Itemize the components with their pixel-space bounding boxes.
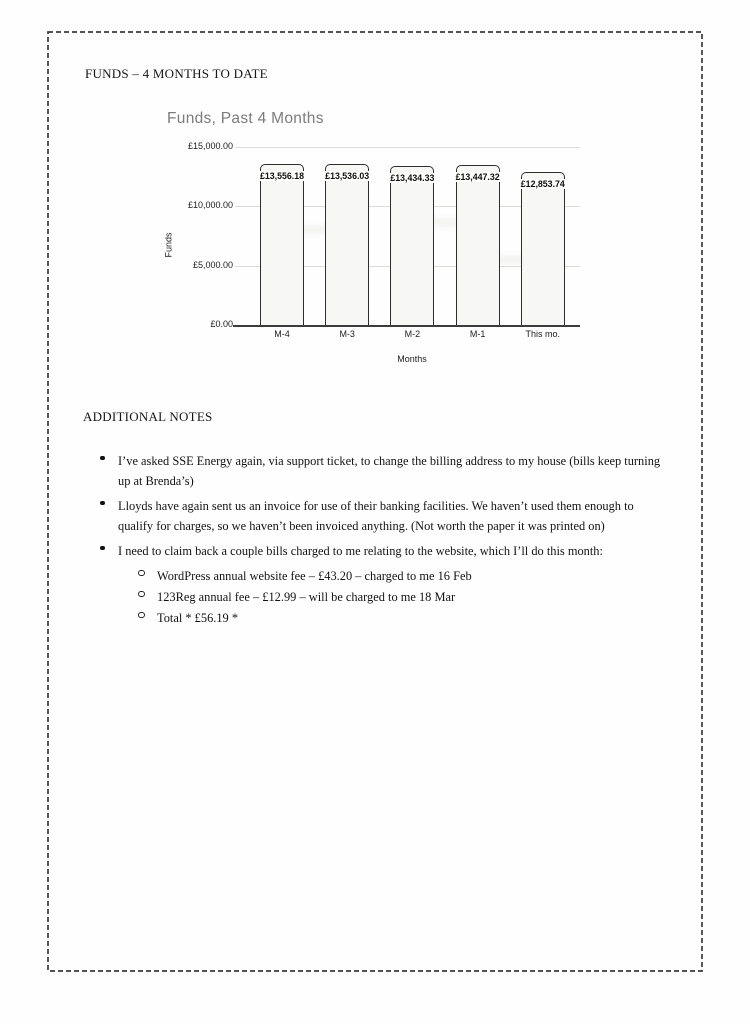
funds-bar-chart bbox=[0, 0, 750, 400]
bar bbox=[521, 172, 565, 325]
sub-note-item bbox=[138, 608, 666, 628]
bar bbox=[260, 164, 304, 325]
bullet-icon bbox=[100, 496, 118, 536]
sub-note-text: Total * £56.19 * bbox=[157, 611, 239, 625]
note-text: I need to claim back a couple bills charged to me relating to the website, which I’ll do this month: bbox=[118, 544, 603, 558]
circle-bullet-icon bbox=[138, 566, 157, 586]
sub-note-item bbox=[138, 566, 666, 586]
gridline bbox=[235, 147, 580, 148]
bar-value-label: £13,556.18 bbox=[259, 171, 305, 182]
x-axis-line bbox=[233, 325, 580, 327]
note-item bbox=[100, 451, 666, 491]
bullet-icon bbox=[100, 541, 118, 561]
x-tick-label: M-1 bbox=[469, 329, 486, 339]
bar-value-label: £13,536.03 bbox=[325, 171, 370, 182]
bullet-icon bbox=[100, 451, 118, 491]
x-axis-label: Months bbox=[397, 354, 427, 364]
sub-note-text: WordPress annual website fee – £43.20 – charged to me 16 Feb bbox=[157, 569, 472, 583]
sub-note-list bbox=[138, 566, 666, 628]
circle-bullet-icon bbox=[138, 608, 157, 628]
note-text: Lloyds have again sent us an invoice for use of their banking facilities. We haven’t used them enough to qualify for charges, so we haven’t been invoiced anything. (Not worth the paper it was printed on) bbox=[118, 499, 634, 533]
x-tick-label: M-3 bbox=[339, 329, 355, 339]
bar-value-label: £13,447.32 bbox=[455, 172, 500, 183]
y-axis-label: Funds bbox=[163, 232, 174, 258]
y-tick-label: £5,000.00 bbox=[192, 259, 233, 270]
sub-note-item bbox=[138, 587, 666, 607]
note-text: I’ve asked SSE Energy again, via support ticket, to change the billing address to my house (bills keep turning up at Brenda’s) bbox=[118, 454, 661, 488]
x-tick-label: M-2 bbox=[404, 329, 421, 339]
circle-bullet-icon bbox=[138, 587, 157, 607]
section-heading-funds: FUNDS – 4 MONTHS TO DATE bbox=[85, 66, 268, 81]
chart-title: Funds, Past 4 Months bbox=[167, 110, 324, 127]
x-tick-label: M-4 bbox=[274, 329, 290, 339]
bar-value-label: £13,434.33 bbox=[390, 172, 435, 183]
notes-list bbox=[100, 451, 666, 632]
note-item bbox=[100, 496, 666, 536]
y-tick-label: £10,000.00 bbox=[187, 200, 233, 211]
bar bbox=[390, 166, 434, 325]
x-tick-label: This mo. bbox=[525, 329, 561, 339]
bar-value-label: £12,853.74 bbox=[520, 179, 565, 190]
y-tick-label: £0.00 bbox=[210, 319, 233, 329]
y-tick-label: £15,000.00 bbox=[187, 141, 233, 151]
bar bbox=[456, 165, 500, 325]
note-item bbox=[100, 541, 666, 561]
bar bbox=[325, 164, 369, 325]
section-heading-notes: ADDITIONAL NOTES bbox=[83, 409, 213, 424]
sub-note-text: 123Reg annual fee – £12.99 – will be charged to me 18 Mar bbox=[157, 590, 456, 604]
